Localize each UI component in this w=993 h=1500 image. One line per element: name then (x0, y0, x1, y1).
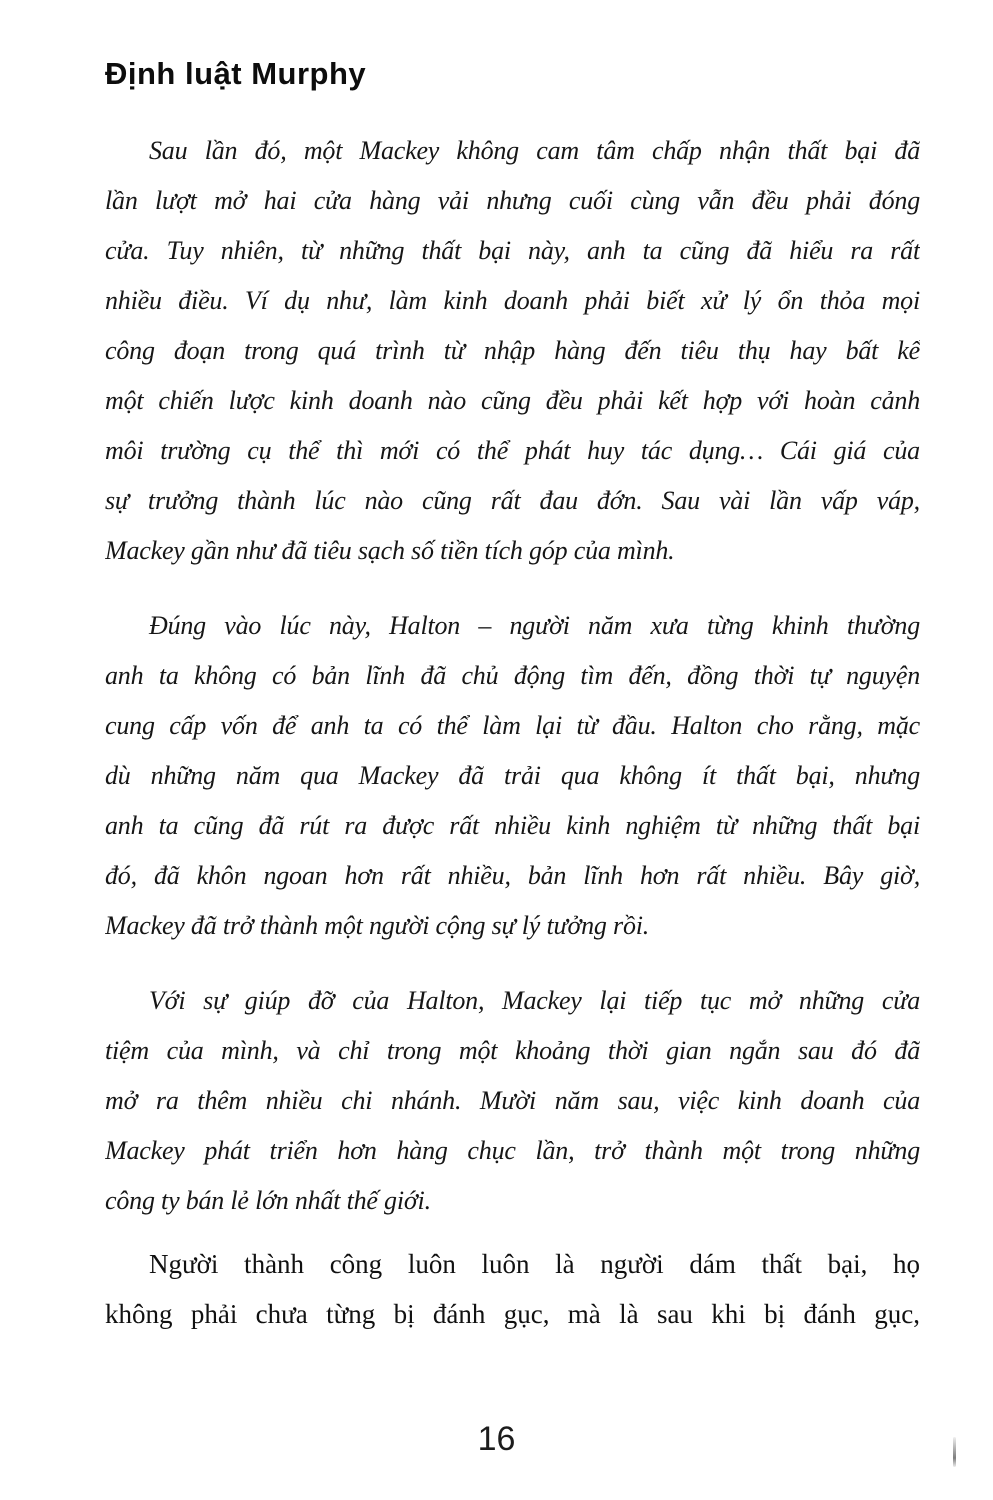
text-line: Mackey đã trở thành một người cộng sự lý tưởng rồi. (105, 911, 650, 940)
running-header: Định luật Murphy (105, 56, 367, 91)
text-line: không phải chưa từng bị đánh gục, mà là sau khi bị đánh gục, (105, 1299, 920, 1329)
body-paragraph (105, 601, 920, 951)
text-line: sự trưởng thành lúc nào cũng rất đau đớn. Sau vài lần vấp váp, (105, 486, 920, 515)
text-line: Người thành công luôn luôn là người dám thất bại, họ (149, 1249, 920, 1279)
text-line: Với sự giúp đỡ của Halton, Mackey lại tiếp tục mở những cửa (149, 986, 920, 1015)
text-line: lần lượt mở hai cửa hàng vải nhưng cuối cùng vẫn đều phải đóng (105, 186, 920, 215)
text-line: cung cấp vốn để anh ta có thể làm lại từ đầu. Halton cho rằng, mặc (105, 711, 920, 740)
text-line: đó, đã khôn ngoan hơn rất nhiều, bản lĩnh hơn rất nhiều. Bây giờ, (105, 861, 920, 890)
text-line: Sau lần đó, một Mackey không cam tâm chấp nhận thất bại đã (149, 136, 920, 165)
text-line: một chiến lược kinh doanh nào cũng đều phải kết hợp với hoàn cảnh (105, 386, 920, 415)
body-paragraph (105, 126, 920, 576)
text-line: Đúng vào lúc này, Halton – người năm xưa từng khinh thường (149, 611, 920, 640)
text-line: công đoạn trong quá trình từ nhập hàng đến tiêu thụ hay bất kể (105, 336, 920, 365)
body-paragraph (105, 976, 920, 1226)
text-line: mở ra thêm nhiều chi nhánh. Mười năm sau, việc kinh doanh của (105, 1086, 920, 1115)
text-line: môi trường cụ thể thì mới có thể phát huy tác dụng… Cái giá của (105, 436, 920, 465)
text-line: nhiều điều. Ví dụ như, làm kinh doanh phải biết xử lý ổn thỏa mọi (105, 286, 920, 315)
text-line: dù những năm qua Mackey đã trải qua không ít thất bại, nhưng (105, 761, 920, 790)
text-line: tiệm của mình, và chỉ trong một khoảng thời gian ngắn sau đó đã (105, 1036, 920, 1065)
page-body (105, 126, 920, 1364)
text-line: anh ta không có bản lĩnh đã chủ động tìm đến, đồng thời tự nguyện (105, 661, 920, 690)
text-line: Mackey phát triển hơn hàng chục lần, trở thành một trong những (105, 1136, 920, 1165)
scan-artifact-mark (953, 1437, 956, 1467)
text-line: Mackey gần như đã tiêu sạch số tiền tích góp của mình. (105, 536, 675, 565)
text-line: anh ta cũng đã rút ra được rất nhiều kinh nghiệm từ những thất bại (105, 811, 920, 840)
text-line: công ty bán lẻ lớn nhất thế giới. (105, 1186, 431, 1215)
text-line: cửa. Tuy nhiên, từ những thất bại này, anh ta cũng đã hiểu ra rất (105, 236, 920, 265)
page-number: 16 (477, 1420, 516, 1458)
body-paragraph (105, 1239, 920, 1339)
